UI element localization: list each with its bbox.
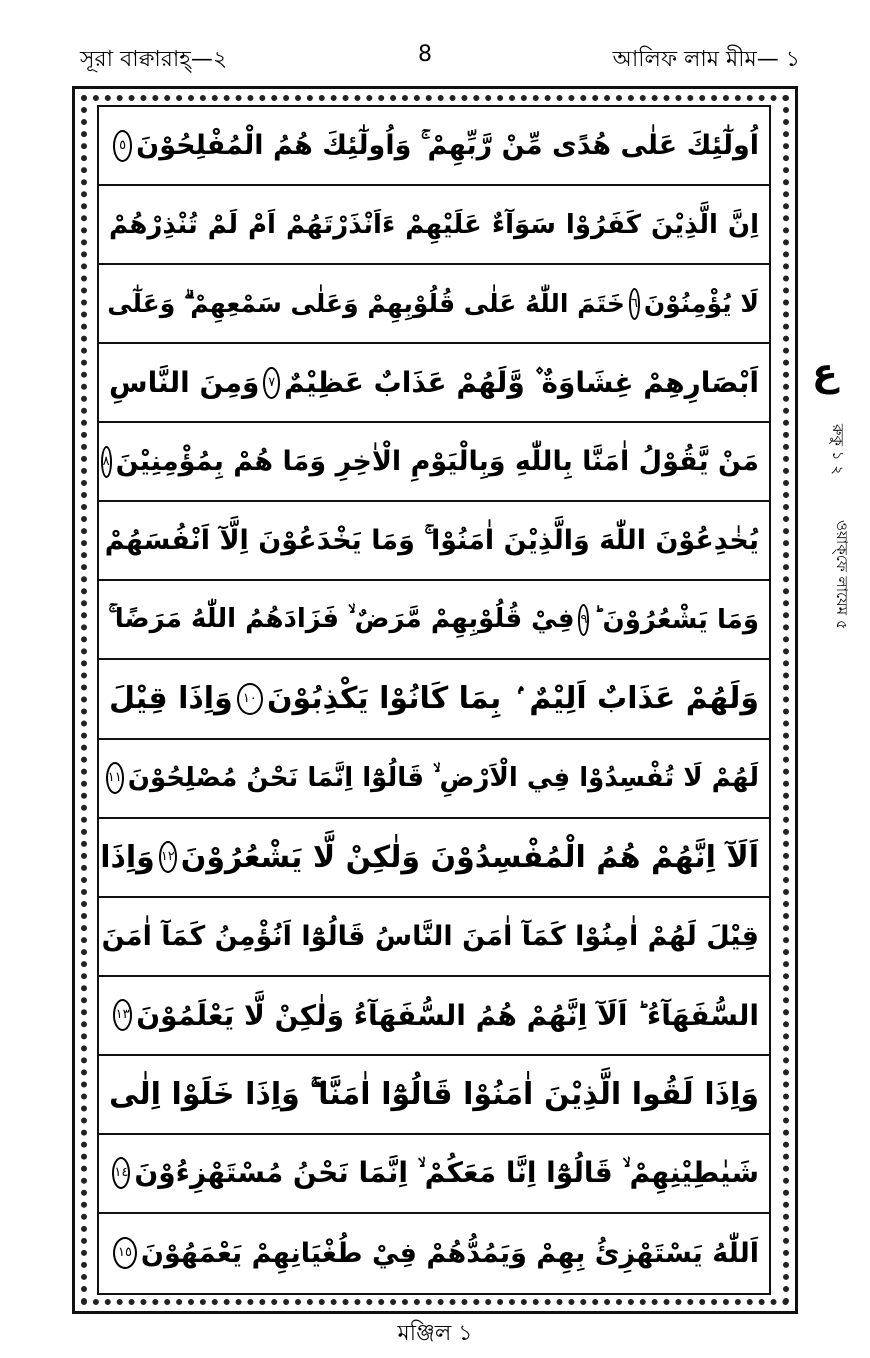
margin-notes [808, 350, 858, 770]
page-header [70, 38, 800, 78]
ayah-number-marker: ٦ [629, 288, 640, 320]
ayah-number-marker: ١١ [106, 762, 124, 794]
verse-text-continued: وَمِنَ النَّاسِ [109, 366, 260, 400]
verse-line [99, 1214, 769, 1293]
verse-line [99, 977, 769, 1056]
ayah-number-marker: ٨ [101, 446, 112, 478]
verse-text-continued: فِيْ قُلُوْبِهِمْ مَّرَضٌ ۙ فَزَادَهُمُ اللّٰهُ مَرَضًا ۚ [108, 604, 575, 635]
verse-line [99, 1135, 769, 1214]
verse-line [99, 265, 769, 344]
page-number: 8 [418, 42, 432, 67]
ruku-marker: ع [812, 350, 838, 394]
verse-text-continued: وَاِذَا قِيْلَ [109, 681, 233, 717]
verse-line [99, 898, 769, 977]
surah-name: সূরা বাক্বারাহ্—২ [80, 47, 228, 72]
verse-text: شَيٰطِيْنِهِمْ ۙ قَالُوْٓا اِنَّا مَعَكُمْ ۙ اِنَّمَا نَحْنُ مُسْتَهْزِءُوْنَ [134, 1156, 759, 1190]
verse-text-continued: وَاِذَا [100, 839, 155, 875]
verse-text: اَلَآ اِنَّهُمْ هُمُ الْمُفْسِدُوْنَ وَلٰكِنْ لَّا يَشْعُرُوْنَ [180, 839, 759, 875]
verse-line [99, 423, 769, 502]
verse-line [99, 502, 769, 581]
verse-text: اَللّٰهُ يَسْتَهْزِئُ بِهِمْ وَيَمُدُّهُمْ فِيْ طُغْيَانِهِمْ يَعْمَهُوْنَ [140, 1237, 759, 1269]
verse-text: وَلَهُمْ عَذَابٌ اَلِيْمٌ ۢ بِمَا كَانُوْا يَكْذِبُوْنَ [266, 681, 759, 717]
verse-line [99, 344, 769, 423]
ayah-number-marker: ١٣ [113, 999, 132, 1031]
ayah-number-marker: ١٤ [112, 1157, 130, 1189]
ayah-number-marker: ١٢ [159, 841, 177, 873]
verse-line [99, 1056, 769, 1135]
verse-text: لَا يُؤْمِنُوْنَ [643, 289, 759, 319]
verse-line [99, 581, 769, 660]
ornamental-border [72, 86, 798, 1314]
juz-name: আলিফ লাম মীম— ১ [612, 47, 800, 72]
ayah-number-marker: ٥ [113, 130, 132, 162]
verse-text: اِنَّ الَّذِيْنَ كَفَرُوْا سَوَآءٌ عَلَيْهِمْ ءَاَنْذَرْتَهُمْ اَمْ لَمْ تُنْذِرْهُمْ [109, 209, 759, 240]
verse-text: وَاِذَا لَقُوا الَّذِيْنَ اٰمَنُوْا قَالُوْٓا اٰمَنَّا ۖۚ وَاِذَا خَلَوْا اِلٰى [109, 1076, 759, 1112]
verse-line [99, 740, 769, 819]
verse-text: السُّفَهَآءُ ؕ اَلَآ اِنَّهُمْ هُمُ السُّفَهَآءُ وَلٰكِنْ لَّا يَعْلَمُوْنَ [136, 998, 759, 1032]
ayah-number-marker: ٩ [578, 604, 589, 636]
ayah-number-marker: ٧ [263, 367, 280, 399]
ruku-label: রুকু ১ ২ [829, 424, 847, 476]
verse-text: مَنْ يَّقُوْلُ اٰمَنَّا بِاللّٰهِ وَبِالْيَوْمِ الْاٰخِرِ وَمَا هُمْ بِمُؤْمِنِيْنَ [115, 446, 759, 478]
verse-text: يُخٰدِعُوْنَ اللّٰهَ وَالَّذِيْنَ اٰمَنُوْا ۚ وَمَا يَخْدَعُوْنَ اِلَّآ اَنْفُسَهُمْ [104, 524, 759, 556]
verse-text: اُولٰٓئِكَ عَلٰى هُدًى مِّنْ رَّبِّهِمْ ۚ وَاُولٰٓئِكَ هُمُ الْمُفْلِحُوْنَ [136, 129, 759, 161]
ayah-number-marker: ١٥ [113, 1237, 137, 1269]
verse-text-continued: خَتَمَ اللّٰهُ عَلٰى قُلُوْبِهِمْ وَعَلٰى سَمْعِهِمْ ۗ وَعَلٰٓى [107, 288, 625, 318]
verse-line [99, 660, 769, 739]
waqf-label: ওয়াক্‌ফে লাযেম ৫ [833, 520, 851, 630]
verse-line [99, 107, 769, 186]
verse-line [99, 186, 769, 265]
verse-text: قِيْلَ لَهُمْ اٰمِنُوْا كَمَآ اٰمَنَ النَّاسُ قَالُوْٓا اَنُؤْمِنُ كَمَآ اٰمَنَ [101, 920, 759, 952]
text-panel [97, 105, 771, 1295]
verse-text: لَهُمْ لَا تُفْسِدُوْا فِي الْاَرْضِ ۙ قَالُوْٓا اِنَّمَا نَحْنُ مُصْلِحُوْنَ [127, 762, 759, 793]
manzil-footer: মঞ্জিল ১ [397, 1321, 473, 1346]
verse-line [99, 819, 769, 898]
ayah-number-marker: ١٠ [237, 683, 263, 715]
verse-text: وَمَا يَشْعُرُوْنَ ؕ [593, 604, 759, 635]
verse-text: اَبْصَارِهِمْ غِشَاوَةٌ ۫ وَّلَهُمْ عَذَابٌ عَظِيْمٌ [284, 365, 759, 399]
